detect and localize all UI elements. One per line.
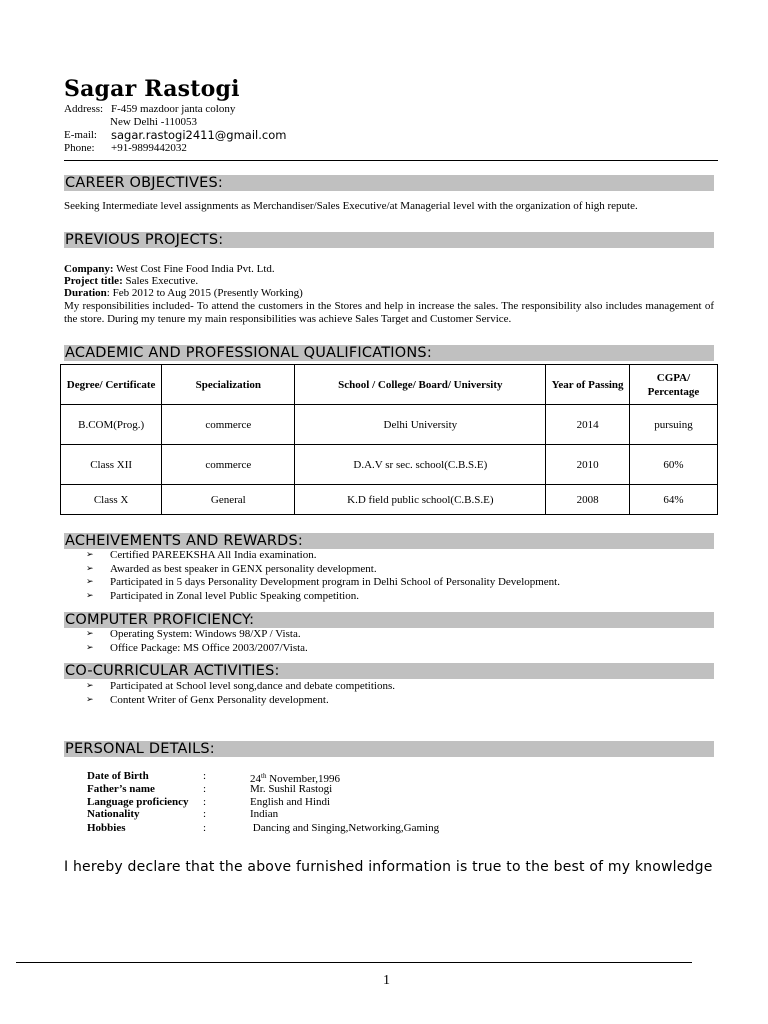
personal-value: Indian [250,808,279,820]
arrow-bullet-icon: ➢ [86,694,94,705]
separator: : [203,770,207,782]
address-line2: New Delhi -110053 [110,116,197,128]
achievements-list [86,549,560,603]
table-row [61,485,718,515]
footer-divider [16,962,692,963]
address-label: Address: [64,103,104,115]
arrow-bullet-icon: ➢ [86,550,94,560]
list-item: ➢ Participated in Zonal level Public Speaking competition. [86,589,359,602]
table-cell: 60% [629,445,717,485]
project-title-value: Sales Executive. [122,275,199,287]
table-cell: 2010 [546,445,630,485]
qualifications-table [60,364,718,515]
list-item: ➢ Content Writer of Genx Personality development. [86,693,329,706]
project-description: My responsibilities included- To attend the customers in the Stores and help in increase the sales. The responsibility also includes management of the store. During my tenure my main responsibilities was achieve Sales Target and Customer Service. [64,300,714,325]
computer-list [86,628,308,655]
personal-details-heading: PERSONAL DETAILS: [64,741,714,757]
email-value[interactable]: sagar.rastogi2411@gmail.com [111,128,287,142]
phone-value: +91-9899442032 [111,142,187,154]
table-cell: 2008 [546,485,630,515]
declaration-text: I hereby declare that the above furnished information is true to the best of my knowledge [64,859,713,875]
table-cell: pursuing [629,405,717,445]
separator: : [203,796,207,808]
arrow-bullet-icon: ➢ [86,681,94,691]
table-cell: 64% [629,485,717,515]
separator: : [203,822,207,834]
column-header: School / College/ Board/ University [295,365,546,405]
personal-key: Father’s name [87,783,155,795]
table-row [61,445,718,485]
personal-value: English and Hindi [250,796,331,808]
arrow-bullet-icon: ➢ [86,590,94,601]
separator: : [203,783,207,795]
list-item: ➢ Participated at School level song,dance and debate competitions. [86,680,395,692]
table-cell: B.COM(Prog.) [61,405,162,445]
project-duration-value: : Feb 2012 to Aug 2015 (Presently Working) [106,287,303,299]
email-label: E-mail: [64,129,97,141]
personal-value: 24th November,1996 [250,772,340,785]
column-header: CGPA/ Percentage [629,365,717,405]
project-company-label: Company: [64,263,114,275]
cocurricular-list [86,680,395,707]
arrow-bullet-icon: ➢ [86,577,94,587]
project-duration [64,287,303,299]
project-company [64,263,275,275]
table-cell: Class X [61,485,162,515]
candidate-name: Sagar Rastogi [64,76,240,102]
qualifications-heading: ACADEMIC AND PROFESSIONAL QUALIFICATIONS: [64,345,714,361]
table-cell: 2014 [546,405,630,445]
personal-value: Dancing and Singing,Networking,Gaming [250,822,440,834]
address-line1: F-459 mazdoor janta colony [111,103,236,115]
career-objectives-heading: CAREER OBJECTIVES: [64,175,714,191]
list-item: ➢ Participated in 5 days Personality Development program in Delhi School of Personality Development. [86,576,560,588]
list-item: ➢ Office Package: MS Office 2003/2007/Vista. [86,641,308,654]
column-header: Year of Passing [546,365,630,405]
list-item: ➢ Awarded as best speaker in GENX personality development. [86,562,377,575]
table-cell: K.D field public school(C.B.S.E) [295,485,546,515]
project-title [64,275,198,287]
personal-key: Nationality [87,808,140,820]
list-item: ➢ Certified PAREEKSHA All India examination. [86,549,317,561]
table-cell: D.A.V sr sec. school(C.B.S.E) [295,445,546,485]
table-cell: commerce [162,405,295,445]
personal-key: Hobbies [87,822,126,834]
arrow-bullet-icon: ➢ [86,629,94,639]
achievements-heading: ACHEIVEMENTS AND REWARDS: [64,533,714,549]
computer-proficiency-heading: COMPUTER PROFICIENCY: [64,612,714,628]
personal-value: Mr. Sushil Rastogi [250,783,333,795]
personal-key: Date of Birth [87,770,149,782]
page-number: 1 [383,973,390,988]
project-company-value: West Cost Fine Food India Pvt. Ltd. [113,263,275,275]
phone-label: Phone: [64,142,95,154]
project-duration-label: Duration [64,287,107,299]
table-header-row [61,365,718,405]
table-cell: General [162,485,295,515]
table-cell: Class XII [61,445,162,485]
column-header: Degree/ Certificate [61,365,162,405]
cocurricular-heading: CO-CURRICULAR ACTIVITIES: [64,663,714,679]
arrow-bullet-icon: ➢ [86,563,94,574]
project-title-label: Project title: [64,275,123,287]
column-header: Specialization [162,365,295,405]
arrow-bullet-icon: ➢ [86,642,94,653]
previous-projects-heading: PREVIOUS PROJECTS: [64,232,714,248]
separator: : [203,808,207,820]
career-objectives-text: Seeking Intermediate level assignments as Merchandiser/Sales Executive/at Managerial level with the organization of high repute. [64,200,638,212]
personal-key: Language proficiency [87,796,189,808]
table-cell: commerce [162,445,295,485]
table-row [61,405,718,445]
list-item: ➢ Operating System: Windows 98/XP / Vista. [86,628,301,640]
table-cell: Delhi University [295,405,546,445]
header-divider [64,160,718,161]
